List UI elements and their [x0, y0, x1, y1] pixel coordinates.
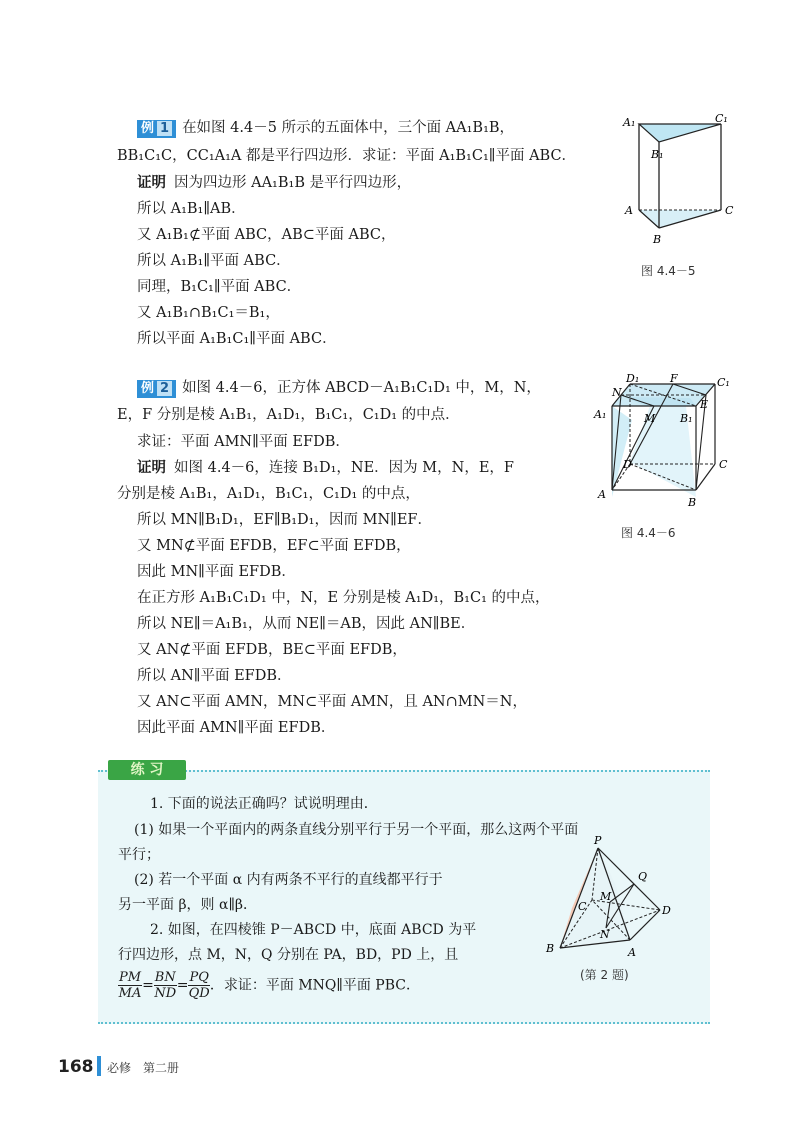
label-P: P [594, 834, 602, 847]
practice-line-8: $\frac{PM}{MA}$ = $\frac{BN}{ND}$ = $\frac{PQ}{QD}$ ．求证：平面 MNQ∥平面 PBC． [118, 970, 420, 1001]
example2-line-8: 因此 MN∥平面 EFDB． [137, 564, 296, 580]
label-B: B [653, 233, 662, 246]
practice-line-7: 行四边形，点 M，N，Q 分别在 PA，BD，PD 上，且 [118, 947, 459, 963]
example2-line-5: 分别是棱 A₁B₁，A₁D₁，B₁C₁，C₁D₁ 的中点， [117, 486, 420, 502]
label-C1: C₁ [717, 376, 730, 389]
label-F: F [670, 372, 678, 385]
fraction-pq-qd: $\frac{PQ}{QD}$ [188, 970, 210, 1001]
label-A: A [628, 946, 636, 959]
figure-caption-4-4-5: 图 4.4－5 [641, 264, 696, 278]
example2-line-11: 又 AN⊄平面 EFDB，BE⊂平面 EFDB， [137, 642, 407, 658]
practice-line-2: (1) 如果一个平面内的两条直线分别平行于另一个平面，那么这两个平面 [134, 822, 579, 838]
practice-line-3: 平行； [118, 847, 160, 863]
fraction-bn-nd: $\frac{BN}{ND}$ [154, 970, 177, 1001]
figure-cube [590, 372, 740, 512]
label-C: C [578, 900, 587, 913]
practice-line-5: 另一平面 β，则 α∥β． [118, 897, 258, 913]
label-A1: A₁ [623, 116, 636, 129]
fraction-pm-ma: $\frac{PM}{MA}$ [118, 970, 142, 1001]
label-N: N [600, 928, 610, 941]
practice-line-6: 2. 如图，在四棱锥 P－ABCD 中，底面 ABCD 为平 [150, 922, 477, 938]
example1-line-9: 所以平面 A₁B₁C₁∥平面 ABC． [137, 331, 337, 347]
example2-line-2: E，F 分别是棱 A₁B₁，A₁D₁，B₁C₁，C₁D₁ 的中点． [117, 407, 460, 423]
label-D: D [662, 904, 671, 917]
label-C1: C₁ [715, 112, 728, 125]
label-B: B [688, 496, 697, 509]
label-C: C [719, 458, 728, 471]
example1-line-7: 同理，B₁C₁∥平面 ABC． [137, 279, 302, 295]
example2-line-12: 所以 AN∥平面 EFDB． [137, 668, 292, 684]
figure-pyramid [540, 834, 680, 964]
example1-line-1: 例 1 在如图 4.4－5 所示的五面体中，三个面 AA₁B₁B， [137, 118, 514, 138]
example2-line-7: 又 MN⊄平面 EFDB，EF⊂平面 EFDB， [137, 538, 411, 554]
example1-line-6: 所以 A₁B₁∥平面 ABC． [137, 253, 291, 269]
example1-line-4: 所以 A₁B₁∥AB． [137, 201, 246, 217]
practice-line-1: 1. 下面的说法正确吗？试说明理由． [150, 796, 378, 812]
example2-tag: 例 2 [137, 380, 176, 398]
label-A: A [598, 488, 606, 501]
example1-proof: 证明 因为四边形 AA₁B₁B 是平行四边形， [137, 175, 412, 191]
example1-tag: 例 1 [137, 120, 176, 138]
figure-caption-4-4-6: 图 4.4－6 [621, 526, 676, 540]
figure-caption-problem-2: (第 2 题) [580, 968, 629, 982]
example2-line-14: 因此平面 AMN∥平面 EFDB． [137, 720, 336, 736]
example2-line-13: 又 AN⊂平面 AMN，MN⊂平面 AMN，且 AN∩MN＝N， [137, 694, 527, 710]
label-B1: B₁ [651, 148, 664, 161]
example1-line-8: 又 A₁B₁∩B₁C₁＝B₁， [137, 305, 280, 321]
practice-line-4: (2) 若一个平面 α 内有两条不平行的直线都平行于 [134, 872, 443, 888]
label-M: M [644, 412, 656, 425]
example1-line-5: 又 A₁B₁⊄平面 ABC，AB⊂平面 ABC， [137, 227, 396, 243]
example2-line-10: 所以 NE∥＝A₁B₁，从而 NE∥＝AB，因此 AN∥BE． [137, 616, 476, 632]
example2-line-9: 在正方形 A₁B₁C₁D₁ 中，N，E 分别是棱 A₁D₁，B₁C₁ 的中点， [137, 590, 550, 606]
label-A1: A₁ [594, 408, 607, 421]
label-E: E [700, 398, 709, 411]
label-B: B [546, 942, 555, 955]
page-number: 168 [58, 1057, 94, 1077]
example2-proof: 证明 如图 4.4－6，连接 B₁D₁，NE．因为 M，N，E，F [137, 460, 514, 476]
practice-title: 练 习 [108, 760, 186, 780]
example1-line-2: BB₁C₁C，CC₁A₁A 都是平行四边形．求证：平面 A₁B₁C₁∥平面 ABC． [117, 148, 577, 164]
example2-line-1: 例 2 如图 4.4－6，正方体 ABCD－A₁B₁C₁D₁ 中，M，N， [137, 378, 541, 398]
label-B1: B₁ [680, 412, 693, 425]
label-A: A [625, 204, 633, 217]
label-N: N [612, 386, 622, 399]
label-C: C [725, 204, 734, 217]
footer-divider [97, 1056, 101, 1076]
label-M: M [600, 890, 612, 903]
label-Q: Q [638, 870, 648, 883]
example2-line-6: 所以 MN∥B₁D₁，EF∥B₁D₁，因而 MN∥EF． [137, 512, 432, 528]
book-title: 必修 第二册 [107, 1061, 180, 1075]
label-D: D [623, 458, 632, 471]
figure-prism [615, 110, 735, 250]
example2-line-3: 求证：平面 AMN∥平面 EFDB． [137, 434, 350, 450]
label-D1: D₁ [626, 372, 640, 385]
